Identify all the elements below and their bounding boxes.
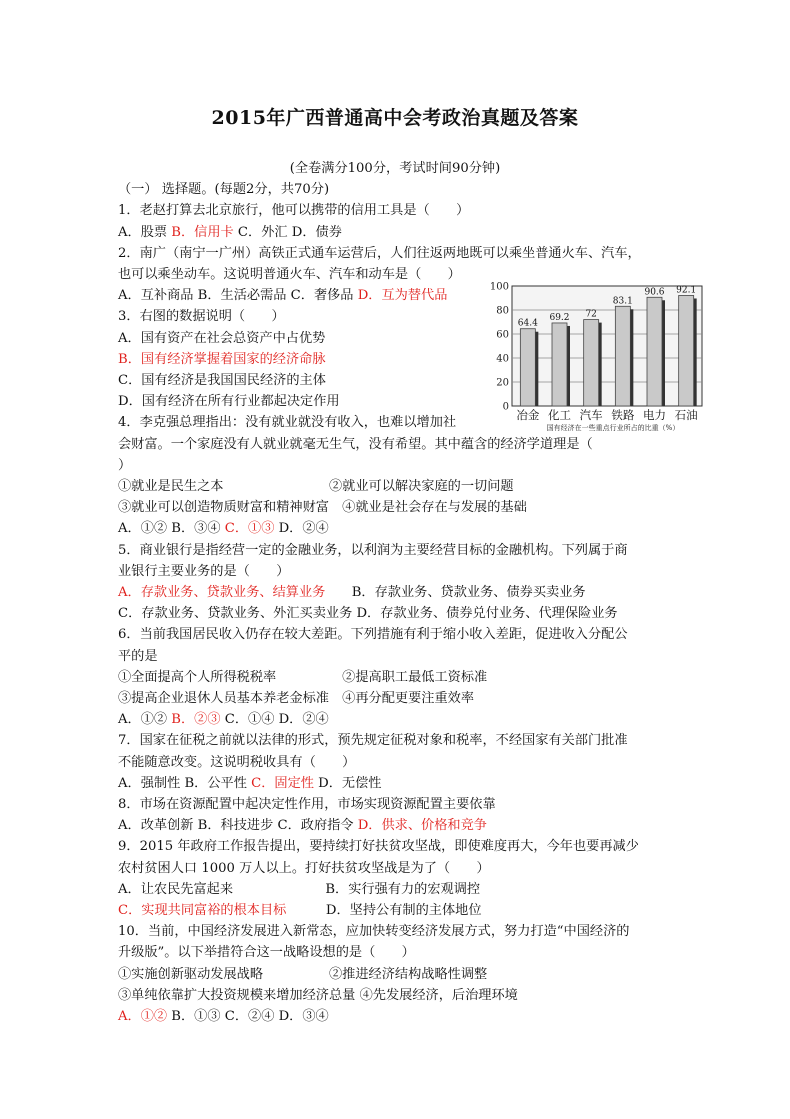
data-label: 64.4 bbox=[517, 318, 538, 329]
data-label: 92.1 bbox=[676, 285, 697, 296]
bar bbox=[584, 320, 599, 406]
text-line: 8．市场在资源配置中起决定性作用，市场实现资源配置主要依靠 bbox=[118, 797, 496, 812]
text-line bbox=[118, 582, 586, 603]
data-label: 69.2 bbox=[549, 312, 570, 323]
category-label: 冶金 bbox=[516, 408, 540, 422]
text-line: (全卷满分100分，考试时间90分钟) bbox=[289, 161, 501, 176]
answer-highlight: B．信用卡 bbox=[171, 224, 234, 240]
text-line: ①全面提高个人所得税税率 ②提高职工最低工资标准 bbox=[118, 669, 488, 685]
line-text: A．互补商品 B．生活必需品 C．奢侈品 bbox=[118, 288, 358, 304]
text-line: 7．国家在征税之前就以法律的形式，预先规定征税对象和税率，不经国家有关部门批准 bbox=[118, 733, 628, 749]
answer-highlight: C．①③ bbox=[224, 521, 275, 537]
y-tick-label: 80 bbox=[496, 305, 509, 317]
x-axis-label: 国有经济在一些重点行业所占的比重（%） bbox=[546, 424, 680, 432]
line-text: B．存款业务、贷款业务、债券买卖业务 bbox=[325, 585, 586, 600]
line-text: D．无偿性 bbox=[313, 775, 382, 791]
text-line: ③就业可以创造物质财富和精神财富 ④就业是社会存在与发展的基础 bbox=[118, 500, 527, 516]
line-text: D．坚持公有制的主体地位 bbox=[286, 903, 482, 918]
text-line: 平的是 bbox=[118, 648, 158, 664]
line-text: A．①② B．③④ bbox=[118, 521, 225, 537]
bar-chart bbox=[485, 280, 705, 432]
category-label: 铁路 bbox=[611, 408, 635, 422]
answer-highlight: D．互为替代品 bbox=[357, 288, 448, 304]
text-line: 2．南广（南宁一广州）高铁正式通车运营后，人们往返两地既可以乘坐普通火车、汽车， bbox=[118, 245, 641, 261]
answer-highlight: A．①② bbox=[118, 1009, 168, 1024]
text-line: 10．当前，中国经济发展进入新常态，应加快转变经济发展方式，努力打造“中国经济的 bbox=[118, 924, 630, 940]
text-line bbox=[118, 773, 381, 794]
text-line bbox=[118, 709, 329, 730]
text-line: 6．当前我国居民收入仍存在较大差距。下列措施有利于缩小收入差距，促进收入分配公 bbox=[118, 627, 628, 643]
category-label: 石油 bbox=[674, 408, 698, 422]
text-line bbox=[118, 349, 326, 370]
text-line: 会财富。一个家庭没有人就业就毫无生气，没有希望。其中蕴含的经济学道理是（ bbox=[118, 436, 593, 452]
text-line: 9．2015 年政府工作报告提出，要持续打好扶贫攻坚战，即使难度再大，今年也要再减少 bbox=[118, 839, 639, 855]
text-line bbox=[118, 285, 447, 306]
y-tick-label: 0 bbox=[502, 401, 509, 413]
answer-highlight: C．固定性 bbox=[251, 775, 314, 791]
text-line: ①就业是民生之本 ②就业可以解决家庭的一切问题 bbox=[118, 479, 514, 494]
answer-highlight: B．国有经济掌握着国家的经济命脉 bbox=[118, 351, 326, 367]
text-line: 5．商业银行是指经营一定的金融业务，以利润为主要经营目标的金融机构。下列属于商 bbox=[118, 542, 628, 558]
bar bbox=[615, 306, 630, 406]
y-tick-label: 100 bbox=[489, 281, 509, 293]
text-line: A．国有资产在社会总资产中占优势 bbox=[118, 330, 326, 346]
text-line: C．存款业务、贷款业务、外汇买卖业务 D．存款业务、债券兑付业务、代理保险业务 bbox=[118, 606, 618, 622]
bar bbox=[647, 297, 662, 406]
answer-highlight: D．供求、价格和竞争 bbox=[357, 818, 487, 834]
line-text: A．强制性 B．公平性 bbox=[118, 775, 252, 791]
page-title: 2015年广西普通高中会考政治真题及答案 bbox=[211, 107, 579, 129]
text-line: 1．老赵打算去北京旅行，他可以携带的信用工具是（ ） bbox=[118, 203, 470, 219]
text-line bbox=[118, 900, 482, 921]
category-label: 汽车 bbox=[579, 408, 603, 422]
line-text: A．①② bbox=[118, 712, 172, 728]
text-line: D．国有经济在所有行业都起决定作用 bbox=[118, 394, 340, 410]
category-label: 化工 bbox=[548, 408, 571, 422]
line-text: B．①③ C．②④ D．③④ bbox=[167, 1009, 329, 1024]
text-line bbox=[118, 518, 329, 539]
data-label: 72 bbox=[585, 309, 597, 320]
text-line: 3．右图的数据说明（ ） bbox=[118, 309, 285, 325]
text-line: 业银行主要业务的是（ ） bbox=[118, 563, 290, 579]
text-line: 4．李克强总理指出：没有就业就没有收入，也难以增加社 bbox=[118, 415, 457, 431]
text-line bbox=[118, 1006, 329, 1027]
category-label: 电力 bbox=[643, 408, 666, 422]
text-line: ③单纯依靠扩大投资规模来增加经济总量 ④先发展经济，后治理环境 bbox=[118, 987, 518, 1003]
answer-highlight: C．实现共同富裕的根本目标 bbox=[118, 903, 287, 918]
text-line: ③提高企业退休人员基本养老金标准 ④再分配更要注重效率 bbox=[118, 691, 475, 706]
text-line: （一） 选择题。(每题2分，共70分) bbox=[118, 182, 330, 198]
data-label: 90.6 bbox=[644, 287, 665, 298]
data-label: 83.1 bbox=[612, 296, 633, 307]
y-tick-label: 20 bbox=[496, 377, 509, 389]
answer-highlight: A．存款业务、贷款业务、结算业务 bbox=[118, 585, 326, 600]
text-line: ） bbox=[118, 457, 132, 473]
text-line: ①实施创新驱动发展战略 ②推进经济结构战略性调整 bbox=[118, 966, 488, 982]
text-line: A．让农民先富起来 B．实行强有力的宏观调控 bbox=[118, 881, 481, 897]
bar bbox=[520, 329, 535, 406]
bar bbox=[679, 295, 694, 406]
line-text: C．①④ D．②④ bbox=[220, 712, 329, 728]
y-tick-label: 40 bbox=[496, 353, 509, 365]
text-line: 升级版”。以下举措符合这一战略设想的是（ ） bbox=[118, 945, 415, 961]
text-line: 农村贫困人口 1000 万人以上。打好扶贫攻坚战是为了（ ） bbox=[118, 860, 490, 876]
y-tick-label: 60 bbox=[496, 329, 509, 341]
bar bbox=[552, 323, 567, 406]
text-line: C．国有经济是我国国民经济的主体 bbox=[118, 373, 326, 388]
text-line bbox=[118, 222, 342, 243]
plot-frame bbox=[512, 286, 702, 406]
line-text: A．改革创新 B．科技进步 C．政府指令 bbox=[118, 818, 358, 834]
text-line bbox=[118, 815, 487, 836]
line-text: D．②④ bbox=[274, 521, 329, 537]
answer-highlight: B．②③ bbox=[171, 712, 221, 728]
text-line: 也可以乘坐动车。这说明普通火车、汽车和动车是（ ） bbox=[118, 267, 461, 282]
text-line: 不能随意改变。这说明税收具有（ ） bbox=[118, 754, 356, 770]
line-text: C．外汇 D．债券 bbox=[233, 224, 342, 240]
line-text: A．股票 bbox=[118, 224, 172, 240]
